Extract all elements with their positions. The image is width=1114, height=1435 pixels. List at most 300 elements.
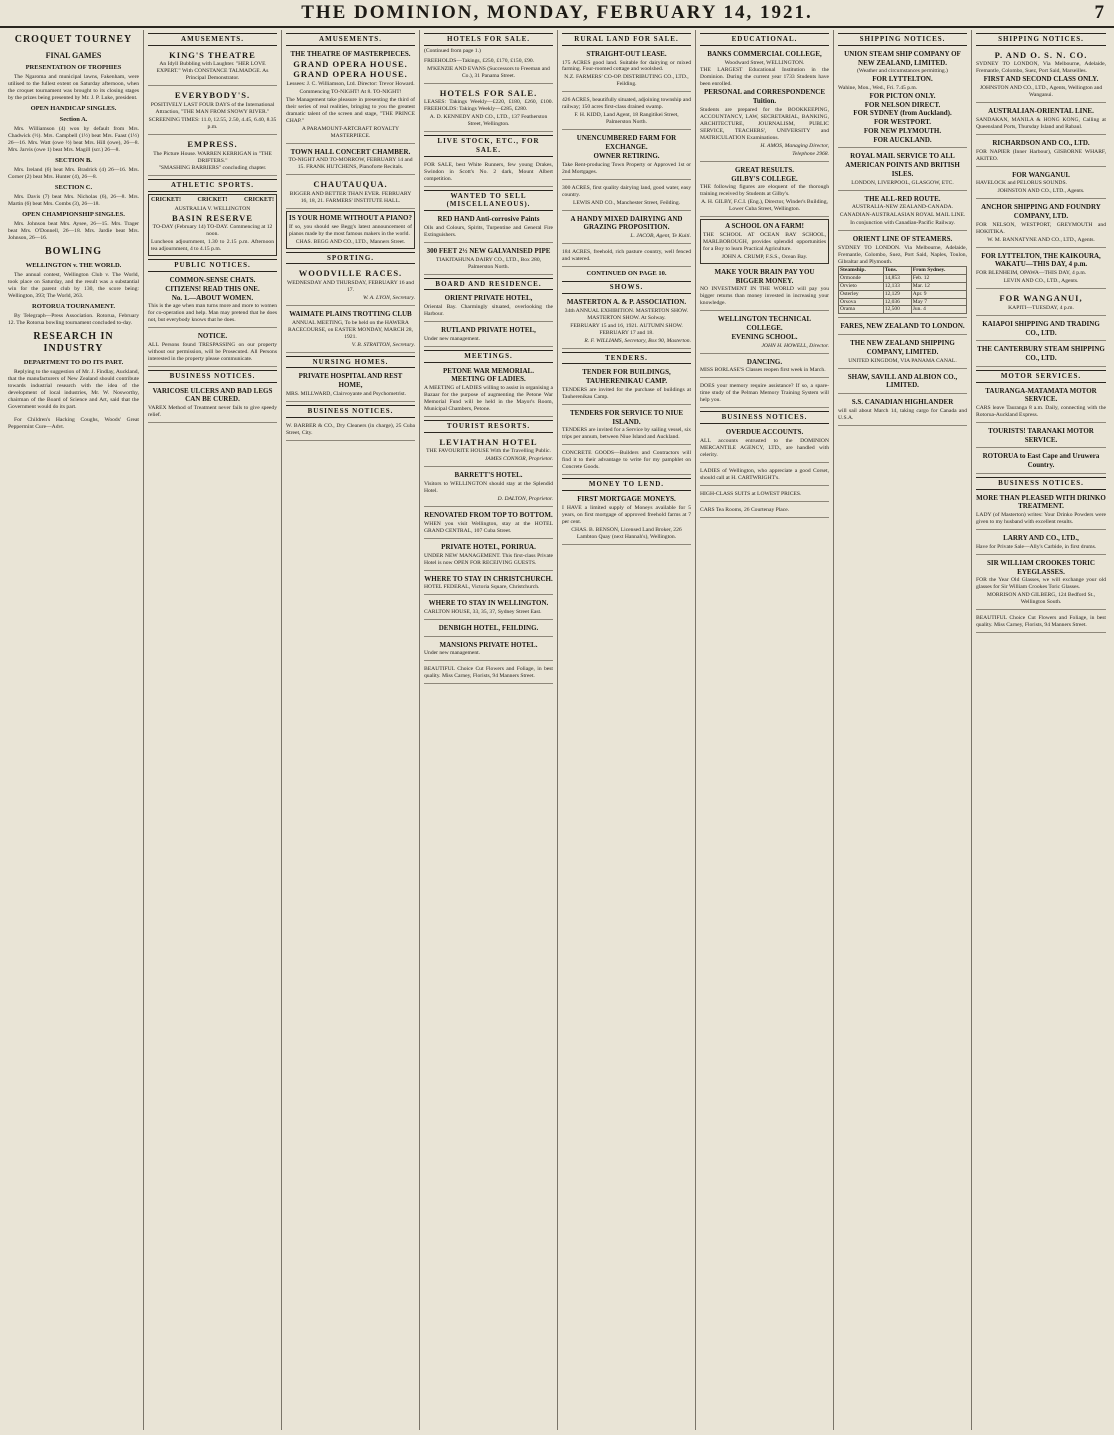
table-header: Steamship.: [839, 267, 884, 275]
advert-text: TENDERS are invited for a Service by sailing vessel, six trips per annum, between Niue Island and Auckland.: [562, 427, 691, 441]
table-cell: Osterley: [839, 290, 884, 298]
advert-orient-line: [838, 233, 967, 318]
advert-text: LEWIS AND CO., Manchester Street, Feilding.: [572, 199, 681, 206]
section-heading-hotels: HOTELS FOR SALE.: [424, 33, 553, 46]
advert-tea-rooms: [700, 504, 829, 518]
advert-300-acres: [562, 182, 691, 211]
advert-text: (Weather and circumstances permitting.): [857, 68, 948, 75]
advert-title: BARRETT'S HOTEL.: [454, 471, 523, 480]
section-label: SECTION C.: [54, 183, 93, 191]
advert-text: Visitors to WELLINGTON should stay at the Splendid Hotel.: [424, 481, 553, 495]
advert-title: OWNER RETIRING.: [593, 151, 660, 160]
advert-text: The Management take pleasure in presenting the third of their series of real realities, bringing to you the greatest dramatic talent of the screen and stage, "THE PRINCE CHAP.": [286, 96, 415, 124]
article-text: Mrs. Williamson (4) won by default from Mrs. Chadwick (½). Mrs. Campbell (1½) beat Mrs. Faast (1½) 26—16. Mrs. Watt (owe ½) beat Mrs. Hill (owe), 26—8. Mrs. Jarvis (owe 1) beat Mrs. Magill (scr.) 26—8.: [8, 125, 139, 153]
advert-text: TO-DAY (February 14) TO-DAY. Commencing at 12 noon.: [152, 224, 273, 238]
advert-title: PRIVATE HOTEL, PORIRUA.: [441, 542, 536, 551]
advert-title: GRAND OPERA HOUSE. GRAND OPERA HOUSE.: [293, 58, 408, 80]
table-cell: 12,500: [883, 306, 911, 314]
advert-184-acres: [562, 246, 691, 267]
article-text: Mrs. Ireland (6) beat Mrs. Bradrick (4) 26—16. Mrs. Corner (2) beat Mrs. Hunter (4), 26—8.: [8, 166, 139, 180]
advert-tauranga-motor: [976, 385, 1106, 423]
advert-text: FREEHOLDS—Takings, £250, £170, £150, £90.: [424, 57, 535, 64]
table-cell: Jun. 4: [911, 306, 966, 314]
section-heading-business: BUSINESS NOTICES.: [976, 477, 1106, 490]
article-text: Replying to the suggestion of Mr. J. Findlay, Auckland, that the manufacturers of New Zealand should contribute towards industrial research with the idea of the development of local industries, Mr. W. Nosworthy, chairman of the Board of Science and Art, said that the Government would do its part.: [8, 368, 139, 410]
advert-text: CARLTON HOUSE, 33, 35, 37, Sydney Street East.: [424, 609, 542, 615]
advert-title: FARES, NEW ZEALAND TO LONDON.: [840, 322, 965, 331]
advert-text: SYDNEY TO LONDON. Via Melbourne, Adelaide, Fremantle, Colombo, Suez, Port Said, Naples, Toulon, Gibraltar and Plymouth.: [838, 245, 967, 266]
advert-text: CHAS. BEGG AND CO., LTD., Manners Street.: [295, 238, 406, 245]
advert-p-and-o: [976, 48, 1106, 103]
advert-hotels-for-sale: [424, 86, 553, 133]
table-header: Tons.: [883, 267, 911, 275]
advert-title: EMPRESS.: [187, 138, 238, 149]
advert-title: PETONE WAR MEMORIAL.: [443, 366, 534, 375]
advert-title: MASTERTON A. & P. ASSOCIATION.: [566, 297, 687, 306]
advert-text: Wahine, Mon., Wed., Fri. 7.45 p.m.: [838, 84, 918, 91]
continued-notice: CONTINUED ON PAGE 10.: [586, 270, 667, 277]
advert-richardson: [976, 137, 1106, 167]
advert-canadian-highlander: [838, 396, 967, 426]
route-heading: FOR WESTPORT.: [873, 118, 932, 127]
advert-title: TOURISTS! TARANAKI MOTOR SERVICE.: [988, 426, 1094, 444]
route-heading: FOR AUCKLAND.: [873, 135, 932, 144]
advert-flowers: [424, 663, 553, 684]
advert-title: LEVIATHAN HOTEL: [439, 436, 538, 447]
section-subheading: (Continued from page 1.): [424, 47, 481, 54]
advert-text: AUSTRALIA V. WELLINGTON: [174, 205, 251, 212]
section-heading-nursing: NURSING HOMES.: [286, 356, 415, 369]
advert-title: EVENING SCHOOL.: [731, 332, 798, 341]
advert-barber: [286, 420, 415, 441]
advert-title: TAURANGA-MATAMATA MOTOR SERVICE.: [985, 386, 1097, 404]
advert-text: CARS Tea Rooms, 26 Courtenay Place.: [700, 506, 790, 513]
advert-text: F. H. KIDD, Land Agent, 18 Rangitikei Street, Palmerston North.: [574, 112, 679, 126]
advert-concrete: [562, 447, 691, 475]
advert-eyeglasses: [976, 557, 1106, 610]
advert-title: VARICOSE ULCERS AND BAD LEGS CAN BE CURED.: [152, 386, 273, 404]
advert-text: W. BARBER & CO., Dry Cleaners (in charge), 25 Cuba Street, City.: [286, 422, 415, 436]
advert-text: Take Rent-producing Town Property or Approved 1st or 2nd Mortgages.: [562, 161, 691, 175]
advert-text: TO-NIGHT AND TO-MORROW, FEBRUARY 14 and 15. FRANK HUTCHENS, Pianoforte Recitals.: [288, 157, 413, 171]
advert-text: N.Z. FARMERS' CO-OP. DISTRIBUTING CO., LTD., Feilding.: [564, 74, 689, 88]
advert-flowers: [976, 612, 1106, 633]
advert-kapiti: [976, 291, 1106, 316]
advert-text: A MEETING of LADIES willing to assist in organising a Bazaar for the purpose of augmenting the Petone War Memorial Fund will be held in the Mayor's Room, Municipal Chambers, Petone.: [424, 385, 553, 413]
advert-text: FEBRUARY 15 and 16, 1921. AUTUMN SHOW. FEBRUARY 17 and 18.: [570, 322, 683, 336]
section-heading-educational: EDUCATIONAL.: [700, 33, 829, 46]
advert-text: Oriental Bay. Charmingly situated, overlooking the Harbour.: [424, 304, 553, 318]
advert-kaiapoi: [976, 318, 1106, 342]
advert-wanganui: [976, 169, 1106, 200]
advert-text: THE following figures are eloquent of the thorough training received by Students at Gilby's.: [700, 184, 829, 198]
advert-pipe: [424, 245, 553, 275]
article-text: By Telegraph—Press Association. Rotorua, February 12. The Rotorua bowling tournament concluded to-day.: [8, 312, 139, 326]
advert-text: W. M. BANNATYNE AND CO., LTD., Agents.: [987, 236, 1095, 243]
advert-signoff: L. JACOB, Agent, Te Kuiti.: [630, 233, 691, 240]
section-heading-sporting: SPORTING.: [286, 252, 415, 265]
advert-text: A. H. GILBY, F.C.I. (Eng.), Director, Winder's Building, Lower Cuba Street, Wellington.: [701, 199, 828, 213]
advert-leviathan: [424, 435, 553, 468]
advert-text: SCREENING TIMES: 11.0, 12.55, 2.50, 4.45, 6.40, 8.35 p.m.: [148, 116, 277, 130]
route-heading: FOR NELSON DIRECT.: [864, 100, 941, 109]
headline-croquet: CROQUET TOURNEY: [14, 34, 133, 45]
section-heading-rural: RURAL LAND FOR SALE.: [562, 33, 691, 46]
advert-title: THE CANTERBURY STEAM SHIPPING CO., LTD.: [977, 345, 1105, 362]
advert-text: JOHNSTON AND CO., LTD., Agents, Wellington and Wanganui.: [979, 85, 1103, 99]
advert-title: ROYAL MAIL SERVICE TO ALL AMERICAN POINTS AND BRITISH ISLES.: [845, 152, 960, 178]
advert-overdue: [700, 426, 829, 463]
advert-title: TENDERS FOR SERVICE TO NIUE ISLAND.: [569, 408, 684, 426]
advert-royal-mail: [838, 150, 967, 190]
advert-title: KING'S THEATRE: [169, 49, 256, 60]
advert-title: FOR WANGANUI.: [1012, 170, 1070, 179]
table-header-row: [839, 267, 967, 275]
advert-all-red: [838, 193, 967, 232]
advert-text: MORRISON AND GILBERG, 124 Bedford St., Wellington South.: [986, 592, 1096, 606]
subhead-trophies: PRESENTATION OF TROPHIES: [25, 63, 122, 71]
section-label: SECTION B.: [55, 156, 92, 164]
advert-text: HAVELOCK and PELORUS SOUNDS.: [976, 180, 1067, 187]
advert-tender-niue: [562, 407, 691, 445]
table-cell: 12,133: [883, 282, 911, 290]
advert-title: GREAT RESULTS.: [734, 165, 794, 174]
table-cell: Orama: [839, 306, 884, 314]
advert-text: This is the age when man turns more and more to women for co-operation and help. Man may pretend that he does not, but everybody knows that he does.: [148, 303, 277, 324]
route-heading: FOR LYTTELTON.: [872, 75, 933, 84]
advert-technical-college: [700, 313, 829, 353]
advert-mansions: [424, 639, 553, 662]
advert-title: DANCING.: [746, 357, 783, 366]
table-cell: May 7: [911, 298, 966, 306]
advert-signoff: JAMES CONNOR, Proprietor.: [484, 456, 553, 463]
advert-title: OVERDUE ACCOUNTS.: [725, 428, 804, 437]
subhead: ROTORUA TOURNAMENT.: [32, 302, 115, 310]
table-cell: Orsova: [839, 298, 884, 306]
advert-waimate: [286, 308, 415, 353]
section-heading-public-notices: PUBLIC NOTICES.: [148, 259, 277, 272]
section-heading-meetings: MEETINGS.: [424, 350, 553, 363]
advert-text: 184 ACRES, freehold, rich pasture country, well fenced and watered.: [562, 249, 691, 263]
article-text: The annual contest, Wellington Club v. The World, took place on Saturday, and the result was a substantial win for the parent club by 130, the score being: Wellington, 393; The World, 263.: [8, 271, 139, 299]
column-1: [4, 30, 144, 1430]
cricket-row: [151, 197, 274, 205]
cricket-word: CRICKET!: [151, 197, 182, 204]
advert-text: WEDNESDAY AND THURSDAY, FEBRUARY 16 and 17.: [286, 280, 414, 293]
advert-kaikoura: [976, 250, 1106, 289]
table-cell: Orvieto: [839, 282, 884, 290]
advert-text: HIGH-CLASS SUITS at LOWEST PRICES.: [700, 490, 802, 497]
masthead: [0, 0, 1114, 28]
column-2: [144, 30, 282, 1430]
advert-title: PRIVATE HOSPITAL AND REST HOME,: [298, 372, 403, 390]
advert-text: Luncheon adjournment, 1.30 to 2.15 p.m. Afternoon tea adjournment, 4 to 4.15 p.m.: [151, 239, 274, 253]
advert-brain-pay: [700, 266, 829, 311]
advert-fares: [838, 320, 967, 335]
advert-title: TOWN HALL CONCERT CHAMBER.: [290, 147, 411, 156]
advert-title: FOR WANGANUI,: [999, 293, 1083, 304]
advert-tender-buildings: [562, 366, 691, 404]
advert-varex: [148, 385, 277, 423]
advert-dancing: [700, 356, 829, 379]
article-text: Mrs. Johnson beat Mrs. Aysee, 26—15. Mrs. Trager beat Mrs. O'Donnell, 26—18. Mrs. Jardie beat Mrs. Johnson, 26—16.: [8, 221, 139, 242]
advert-text: FOR NAPIER (Inner Harbour), GISBORNE WHARF, AKITEO.: [976, 148, 1106, 162]
advert-title: LARRY AND CO., LTD.,: [1003, 534, 1079, 543]
section-heading-amusements: AMUSEMENTS.: [148, 33, 277, 46]
advert-text: Under new management.: [424, 335, 481, 342]
advert-title: RUTLAND PRIVATE HOTEL,: [441, 326, 536, 335]
column-5: [558, 30, 696, 1430]
advert-title: WELLINGTON TECHNICAL COLLEGE.: [717, 315, 812, 333]
advert-title: DENBIGH HOTEL, FEILDING.: [438, 623, 539, 632]
advert-title: ANCHOR SHIPPING AND FOUNDRY COMPANY, LTD.: [981, 203, 1101, 220]
advert-text: BIGGER AND BETTER THAN EVER. FEBRUARY 16, 18, 21. FARMERS' INSTITUTE HALL.: [289, 190, 412, 204]
table-cell: Feb. 12: [911, 274, 966, 282]
advert-text: JOHN A. CRUMP, F.S.S., Ocean Bay.: [721, 253, 808, 260]
advert-title: EVERYBODY'S.: [174, 90, 251, 101]
section-heading-shows: SHOWS.: [562, 281, 691, 294]
subhead: WELLINGTON v. THE WORLD.: [25, 261, 122, 269]
advert-signoff: H. AMOS, Managing Director,: [760, 142, 829, 149]
advert-title: RICHARDSON AND CO., LTD.: [992, 138, 1090, 147]
advert-grand-central: [424, 509, 553, 539]
advert-title: THE ALL-RED ROUTE.: [864, 194, 941, 203]
cricket-word: CRICKET!: [243, 197, 274, 204]
advert-text: 426 ACRES, beautifully situated, adjoining township and railway; 150 acres first-class drained swamp.: [562, 97, 691, 111]
advert-text: CHAS. B. BENSON, Licensed Land Broker, 226 Lambton Quay (next Hannah's), Wellington.: [571, 526, 682, 540]
advert-text: TIAKITAHUNA DAIRY CO., LTD., Box 280, Palmerston North.: [435, 256, 542, 270]
advert-town-hall: [286, 146, 415, 176]
advert-title: WAIMATE PLAINS TROTTING CLUB: [289, 309, 412, 318]
advert-rutland-hotel: [424, 324, 553, 347]
advert-title: WHERE TO STAY IN CHRISTCHURCH.: [424, 574, 553, 583]
advert-title: MANSIONS PRIVATE HOTEL.: [439, 640, 538, 649]
advert-cricket: [148, 194, 277, 256]
column-7: [834, 30, 972, 1430]
advert-australian-oriental: [976, 105, 1106, 135]
subhead-final-games: FINAL GAMES: [45, 50, 102, 60]
advert-text: UNDER NEW MANAGEMENT. This first-class Private Hotel is now OPEN FOR RECEIVING GUESTS.: [424, 552, 553, 566]
advert-shaw-savill: [838, 371, 967, 395]
advert-rotorua-motor: [976, 450, 1106, 474]
advert-farm-exchange: [562, 132, 691, 179]
advert-piano: [286, 211, 415, 249]
section-heading-tourist: TOURIST RESORTS.: [424, 420, 553, 433]
advert-text: TENDERS are invited for the purchase of buildings at Tauherenikau Camp.: [562, 386, 691, 400]
table-cell: Ormonde: [839, 274, 884, 282]
column-4: [420, 30, 558, 1430]
advert-text: HOTEL FEDERAL, Victoria Square, Christchurch.: [424, 584, 540, 591]
subhead: DEPARTMENT TO DO ITS PART.: [23, 358, 124, 366]
table-cell: 12,129: [883, 290, 911, 298]
advert-text: An Idyll Bubbling with Laughter. "HER LOVE EXPERT." With CONSTANCE TALMADGE. As Principal Demonstrator.: [156, 61, 269, 82]
advert-title: SIR WILLIAM CROOKES TORIC EYEGLASSES.: [987, 558, 1095, 576]
advert-barretts: [424, 469, 553, 507]
advert-text: THE LARGEST Educational Institution in the Dominion. During the current year 1733 Students have been enrolled.: [700, 67, 829, 88]
advert-text: FOR SALE, best White Runners, few young Drakes, Swindon in Scott's No. 2 dark, Mount Albert competition.: [424, 161, 553, 182]
table-cell: Mar. 12: [911, 282, 966, 290]
advert-title: AUSTRALIAN-ORIENTAL LINE.: [988, 107, 1094, 116]
section-heading-athletic: ATHLETIC SPORTS.: [148, 179, 277, 192]
advert-straight-lease: [562, 48, 691, 93]
advert-title: S.S. CANADIAN HIGHLANDER: [851, 398, 954, 407]
advert-title: FIRST AND SECOND CLASS ONLY.: [983, 75, 1099, 84]
advert-everybodys: [148, 88, 277, 135]
advert-text: In conjunction with Canadian-Pacific Railway.: [850, 220, 955, 227]
advert-title: WOODVILLE RACES.: [298, 268, 403, 279]
advert-signoff: D. DALTON, Proprietor.: [497, 496, 553, 503]
advert-text: Woodward Street, WELLINGTON.: [724, 59, 805, 66]
advert-canterbury-steam: [976, 343, 1106, 367]
advert-porirua: [424, 541, 553, 571]
advert-text: AUSTRALIA-NEW ZEALAND-CANADA.: [851, 204, 954, 211]
advert-school-farm: [700, 219, 829, 264]
advert-text: CANADIAN-AUSTRALASIAN ROYAL MAIL LINE.: [839, 212, 966, 219]
advert-title: WHERE TO STAY IN WELLINGTON.: [428, 599, 549, 608]
advert-title: SHAW, SAVILL AND ALBION CO., LIMITED.: [847, 372, 958, 390]
advert-petone-memorial: [424, 365, 553, 417]
advert-title: HOTELS FOR SALE.: [439, 87, 538, 98]
advert-text: ALL Persons found TRESPASSING on our property without our permission, will be Prosecuted. All Persons interested in the property please communicate.: [148, 341, 277, 362]
advert-text: I HAVE a limited supply of Moneys available for 5 years, on first mortgage of approved freehold farms at 7 per cent.: [562, 504, 691, 525]
subhead: OPEN CHAMPIONSHIP SINGLES.: [22, 210, 125, 218]
advert-text: FOR BLENHEIM, OPAWA—THIS DAY, 4 p.m.: [976, 270, 1087, 277]
advert-text: DOES your memory require assistance? If so, a spare-time study of the Pelman Memory Training System will help you.: [700, 383, 829, 404]
advert-text: will sail about March 14, taking cargo for Canada and U.S.A.: [838, 407, 967, 421]
advert-taranaki-motor: [976, 425, 1106, 449]
advert-signoff: JOHN H. HOWELL, Director.: [761, 342, 829, 349]
table-row: [839, 306, 967, 314]
advert-text: JOHNSTON AND CO., LTD., Agents.: [997, 188, 1085, 195]
advert-title: THE THEATRE OF MASTERPIECES.: [290, 49, 411, 58]
page-number: 7: [1094, 2, 1104, 23]
advert-title: THE NEW ZEALAND SHIPPING COMPANY, LIMITED.: [850, 339, 955, 356]
table-cell: 12,036: [883, 298, 911, 306]
route-heading: FOR SYDNEY (from Auckland).: [853, 109, 952, 118]
subhead: OPEN HANDICAP SINGLES.: [30, 104, 117, 112]
columns: [4, 30, 1110, 1430]
advert-title: TENDER FOR BUILDINGS, TAUHERENIKAU CAMP.: [582, 368, 671, 386]
advert-text: "SMASHING BARRIERS" concluding chapter.: [158, 165, 267, 172]
advert-text: M'KENZIE AND EVANS (Successors to Freeman and Co.), 31 Panama Street.: [427, 65, 550, 79]
advert-426-acres: [562, 94, 691, 130]
advert-title: P. AND O. S. N. CO.: [994, 49, 1088, 60]
table-header: From Sydney.: [911, 267, 966, 275]
advert-text: If so, you should see Begg's latest announcement of pianos made by the most famous makers in the world.: [289, 223, 412, 237]
advert-text: BEAUTIFUL Choice Cut Flowers and Foliage, in best quality. Miss Carney, Florists, 94 Manners Street.: [424, 666, 553, 680]
advert-text: VAREX Method of Treatment never fails to give speedy relief.: [148, 405, 277, 419]
section-heading-shipping: SHIPPING NOTICES.: [976, 33, 1106, 46]
advert-signoff: R. F. WILLIAMS, Secretary, Box 90, Masterton.: [584, 337, 691, 344]
advert-title: UNION STEAM SHIP COMPANY OF NEW ZEALAND, LIMITED.: [844, 49, 961, 67]
advert-text: MISS BORLASE'S Classes reopen first week in March.: [700, 367, 826, 374]
advert-title: ORIENT LINE OF STEAMERS.: [852, 235, 953, 244]
advert-title: BASIN RESERVE: [172, 212, 253, 223]
advert-title: IS YOUR HOME WITHOUT A PIANO?: [289, 213, 412, 222]
advert-title: ORIENT PRIVATE HOTEL,: [444, 294, 533, 303]
advert-title: UNENCUMBERED FARM FOR EXCHANGE.: [576, 134, 677, 152]
advert-title: CHAUTAUQUA.: [313, 179, 388, 190]
article-text: Mrs. Davis (7) beat Mrs. Nicholas (6), 26—8. Mrs. Martin (6) beat Mrs. Combs (3), 26—18.: [8, 193, 139, 207]
section-heading-livestock: LIVE STOCK, ETC., FOR SALE.: [424, 135, 553, 157]
footer-advert: For Children's Hacking Coughs, Woods' Great Peppermint Cure—Advt.: [8, 416, 139, 430]
advert-freeholds: [424, 55, 553, 84]
advert-larry: [976, 532, 1106, 555]
advert-text: LADIES of Wellington, who appreciate a good Corset, should call at H. CARTWRIGHT's.: [700, 467, 829, 481]
advert-text: LEVIN AND CO., LTD., Agents.: [1003, 278, 1079, 285]
advert-text: Oils and Colours, Spirits, Turpentine and General Fire Extinguishers.: [424, 224, 553, 238]
table-row: [839, 282, 967, 290]
advert-private-hospital: [286, 370, 415, 401]
advert-text: ANNUAL MEETING, To be held on the HAWERA RACECOURSE, on EASTER MONDAY, MARCH 28, 1921.: [288, 319, 413, 340]
advert-text: ALL accounts entrusted to the DOMINION MERCANTILE AGENCY, LTD., are handled with celerity.: [700, 437, 829, 458]
section-heading-board: BOARD AND RESIDENCE.: [424, 278, 553, 291]
advert-anchor-shipping: [976, 201, 1106, 247]
advert-notice: [148, 330, 277, 367]
advert-title: MAKE YOUR BRAIN PAY YOU BIGGER MONEY.: [714, 267, 815, 285]
advert-text: 175 ACRES good land. Suitable for dairying or mixed farming. Four-roomed cottage and woolshed.: [562, 59, 691, 73]
advert-text: Have for Private Sale—Ally's Carbide, in first drums.: [976, 543, 1097, 550]
route-heading: FOR NEW PLYMOUTH.: [863, 126, 942, 135]
advert-drinko: [976, 492, 1106, 530]
section-heading-motor: MOTOR SERVICES.: [976, 370, 1106, 383]
advert-text: 34th ANNUAL EXHIBITION. MASTERTON SHOW. MASTERTON SHOW. At Solway.: [564, 307, 689, 321]
section-heading-shipping: SHIPPING NOTICES.: [838, 33, 967, 46]
advert-text: A. D. KENNEDY AND CO., LTD., 137 Featherston Street, Wellington.: [429, 114, 548, 128]
advert-masterton-show: [562, 296, 691, 349]
section-heading-wanted-to-sell: WANTED TO SELL (MISCELLANEOUS).: [424, 190, 553, 212]
headline-bowling: BOWLING: [44, 246, 102, 258]
advert-text: LEASES: Takings Weekly—£220, £180, £260, £100. FREEHOLDS: Takings Weekly—£285, £280.: [424, 99, 553, 113]
advert-title: ROTORUA to East Cape and Uruwera Country.: [982, 452, 1100, 470]
advert-title: CITIZENS! READ THIS ONE.: [165, 284, 260, 293]
column-6: [696, 30, 834, 1430]
advert-text: FOR NELSON, WESTPORT, GREYMOUTH and HOKITIKA.: [976, 221, 1106, 235]
advert-pelman: [700, 380, 829, 408]
advert-common-sense: [148, 274, 277, 328]
advert-text: MRS. MILLWARD, Clairvoyante and Psychometrist.: [286, 390, 406, 397]
advert-mortgage: [562, 493, 691, 545]
advert-red-hand: [424, 213, 553, 243]
table-cell: Apr. 9: [911, 290, 966, 298]
advert-title: RED HAND Anti-corrosive Paints: [437, 215, 540, 224]
headline-research: RESEARCH IN INDUSTRY: [33, 330, 114, 355]
advert-mixed-dairying: [562, 213, 691, 244]
advert-text: KAPITI—TUESDAY, 4 p.m.: [1008, 304, 1074, 311]
advert-text: A PARAMOUNT-ARTCRAFT ROYALTY MASTERPIECE.: [301, 125, 400, 139]
advert-suits: [700, 488, 829, 502]
advert-title: RENOVATED FROM TOP TO BOTTOM.: [424, 511, 553, 520]
advert-text: Under new management.: [424, 650, 481, 657]
route-heading: FOR PICTON ONLY.: [869, 91, 936, 100]
advert-text: BEAUTIFUL Choice Cut Flowers and Foliage, in best quality. Miss Carney, Florists, 94 Manners Street.: [976, 615, 1106, 629]
section-heading-amusements: AMUSEMENTS.: [286, 33, 415, 46]
advert-union-steam: [838, 48, 967, 149]
advert-text: CONCRETE GOODS—Builders and Contractors will find it to their advantage to write for my pamphlet on Concrete Goods.: [562, 450, 691, 471]
section-heading-business: BUSINESS NOTICES.: [148, 370, 277, 383]
section-heading-tenders: TENDERS.: [562, 352, 691, 365]
advert-carlton: [424, 597, 553, 620]
advert-title: BANKS COMMERCIAL COLLEGE,: [707, 49, 822, 58]
advert-text: FOR the Year Old Glasses, we will exchange your old glasses for Sir William Crookes Toric Glasses.: [976, 577, 1106, 591]
advert-runners: [424, 159, 553, 187]
advert-title: GILBY'S COLLEGE.: [731, 174, 798, 183]
table-cell: 14,853: [883, 274, 911, 282]
advert-signoff: Telephone 2968.: [792, 150, 829, 157]
advert-empress: [148, 137, 277, 177]
advert-corsets: [700, 465, 829, 486]
advert-grand-opera: [286, 48, 415, 144]
